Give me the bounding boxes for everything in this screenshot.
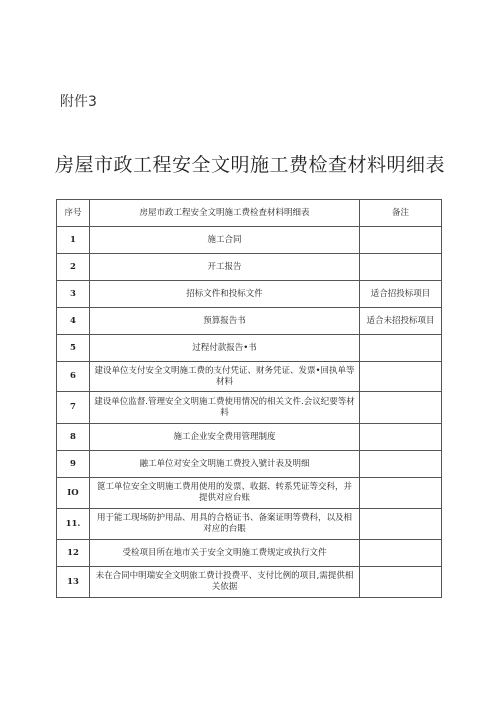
- row-number: 9: [57, 451, 90, 478]
- row-item: 过程付款报告•书: [90, 335, 360, 362]
- table-header-row: [57, 200, 442, 227]
- table-row: [57, 567, 442, 598]
- row-item: 用于能工现场防护用品、用具的合格证书、备案证明等费科，以及相对应的台賬: [90, 509, 360, 540]
- row-number: 6: [57, 362, 90, 392]
- table-row: [57, 308, 442, 335]
- table-row: [57, 227, 442, 254]
- header-item: 房屋市政工程安全文明施工费检査材料明细表: [90, 200, 360, 227]
- materials-table: [56, 199, 442, 598]
- table-row: [57, 281, 442, 308]
- row-item: 受检项目所在地市关于安全文明施工费规定或执行文件: [90, 540, 360, 567]
- row-note: [360, 509, 442, 540]
- row-note: 适合未招投标项目: [360, 308, 442, 335]
- row-note: [360, 424, 442, 451]
- row-note: [360, 451, 442, 478]
- header-note: 备注: [360, 200, 442, 227]
- row-number: 4: [57, 308, 90, 335]
- row-number: 7: [57, 392, 90, 424]
- row-number: 11.: [57, 509, 90, 540]
- row-number: 8: [57, 424, 90, 451]
- row-number: IO: [57, 478, 90, 509]
- row-item: 建设单位监督.管理安全文明施工费使用情况的相关文件.会议纪要等材料: [90, 392, 360, 424]
- row-note: [360, 567, 442, 598]
- document-title: 房屋市政工程安全文明施工费检查材料明细表: [54, 154, 445, 176]
- table-row: [57, 254, 442, 281]
- row-note: [360, 392, 442, 424]
- row-note: [360, 227, 442, 254]
- table-row: [57, 478, 442, 509]
- row-item: 施工企业安全费用管理制度: [90, 424, 360, 451]
- row-note: [360, 362, 442, 392]
- header-no: 序号: [57, 200, 90, 227]
- row-number: 3: [57, 281, 90, 308]
- table-row: [57, 451, 442, 478]
- table-row: [57, 362, 442, 392]
- attachment-label: 附件3: [60, 94, 97, 110]
- table-row: [57, 392, 442, 424]
- table-row: [57, 540, 442, 567]
- row-item: 未在合同中明瑞安全文明旅工费计投费平、支付比例的项目,需提供相关依据: [90, 567, 360, 598]
- row-item: 招标文件和投标文件: [90, 281, 360, 308]
- row-note: [360, 254, 442, 281]
- row-item: 开工报告: [90, 254, 360, 281]
- row-note: [360, 540, 442, 567]
- row-note: [360, 478, 442, 509]
- row-number: 5: [57, 335, 90, 362]
- row-number: 1: [57, 227, 90, 254]
- row-item: 融工单位对安全文明施工费投入號计表及明细: [90, 451, 360, 478]
- row-number: 13: [57, 567, 90, 598]
- table-row: [57, 509, 442, 540]
- table-row: [57, 335, 442, 362]
- row-item: 建设单位支付安全文明施工费的支付凭证、财务凭证、发票•回执单等材料: [90, 362, 360, 392]
- row-item: 施工合同: [90, 227, 360, 254]
- table-row: [57, 424, 442, 451]
- row-item: 篦工单位安全文明施工费用使用的发票、收据、转系凭证等交科，并提供对应台账: [90, 478, 360, 509]
- row-item: 预算报告书: [90, 308, 360, 335]
- row-number: 2: [57, 254, 90, 281]
- row-note: [360, 335, 442, 362]
- row-number: 12: [57, 540, 90, 567]
- row-note: 适合招投标项目: [360, 281, 442, 308]
